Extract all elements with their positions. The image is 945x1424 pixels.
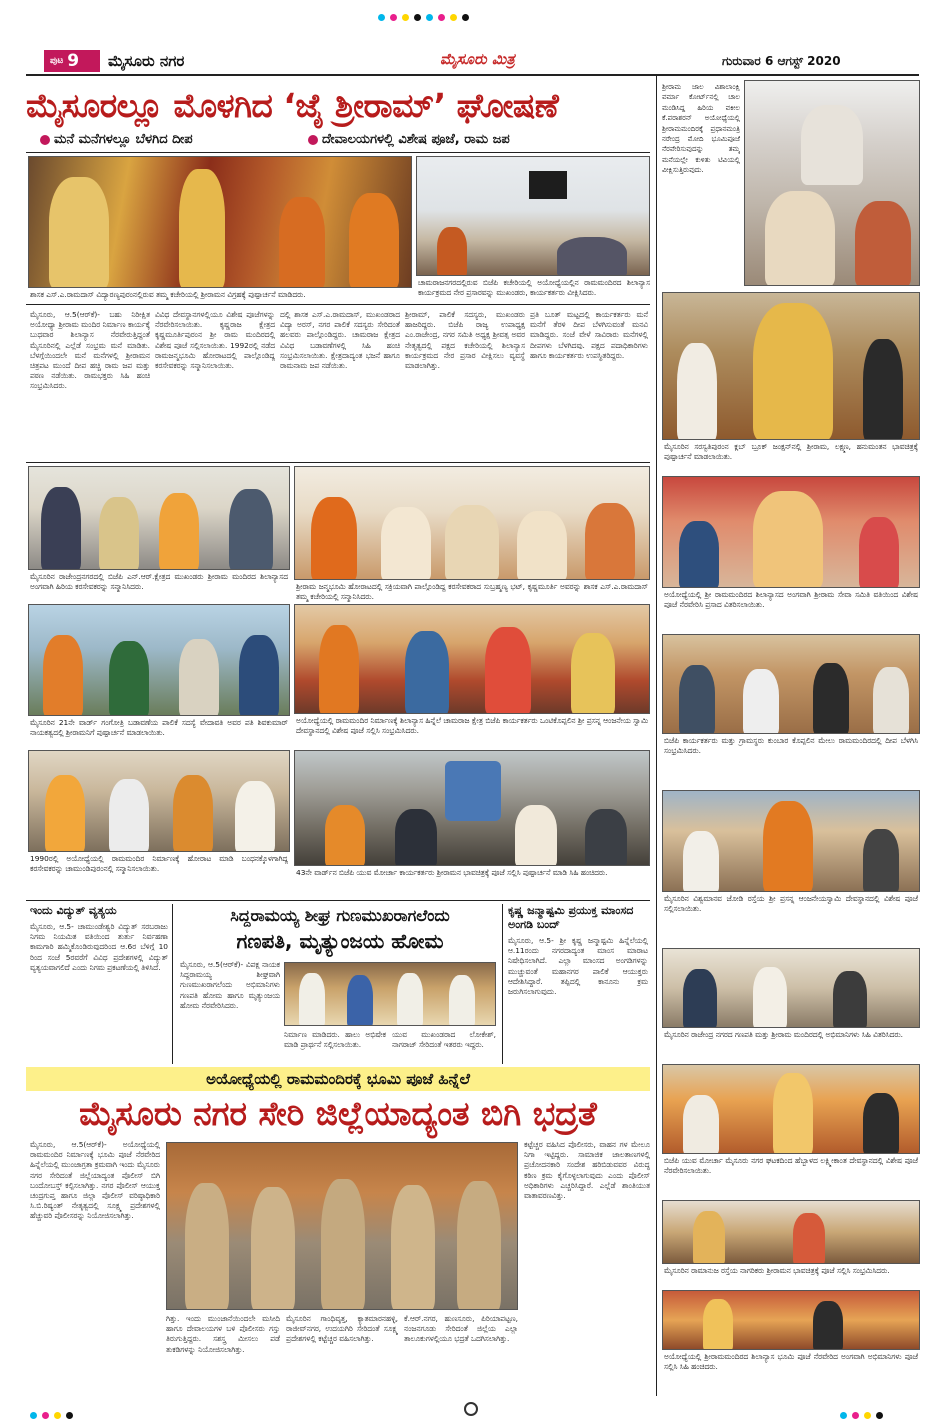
lead-column-2: ವಿವಿಧ ದೇವಸ್ಥಾನಗಳಲ್ಲಿಯೂ ವಿಶೇಷ ಪೂಜೆಗಳನ್ನು ನೆರವೇರಿಸಲಾಯಿತು. ಕೃಷ್ಣರಾಜ ಕ್ಷೇತ್ರದ ಕೃಷ್ಣಮೂರ್ತಿಪುರಂನ ಶ್ರೀ ರಾಮ ಮಂದಿರದಲ್ಲಿ ವಿಶೇಷ ಪೂಜೆ ಸಲ್ಲಿಸಲಾಯಿತು. 1992ರಲ್ಲಿ ನಡೆದ ರಾಮಜನ್ಮಭೂಮಿ ಹೋರಾಟದಲ್ಲಿ ಪಾಲ್ಗೊಂಡಿದ್ದ ಕರಸೇವಕರನ್ನು ಸನ್ಮಾನಿಸಲಾಯಿತು.: [155, 310, 275, 371]
photo-homa: [284, 962, 496, 1026]
lead-column-1: ಮೈಸೂರು, ಆ.5(ಆರ್‌ಕೆ)- ಬಹು ನಿರೀಕ್ಷಿತ ಅಯೋಧ್ಯಾ ಶ್ರೀರಾಮ ಮಂದಿರ ನಿರ್ಮಾಣ ಕಾರ್ಯಕ್ಕೆ ಬುಧವಾರ ಶಿಲಾನ್ಯಾಸ ನೆರವೇರುತ್ತಿದ್ದಂತೆ ಮೈಸೂರಿನಲ್ಲಿ ಎಲ್ಲೆಡೆ ಸಂಭ್ರಮ ಮನೆ ಮಾಡಿತು. ಬೆಳಗ್ಗೆಯಿಂದಲೇ ಮನೆ ಮನೆಗಳಲ್ಲಿ ಶ್ರೀರಾಮನ ಚಿತ್ರಪಟ ಮುಂದೆ ದೀಪ ಹಚ್ಚಿ ರಾಮ ಜಪ ಮತ್ತು ಪಠಣ ನಡೆಯಿತು. ರಾಮಭಕ್ತರು ಸಿಹಿ ಹಂಚಿ ಸಂಭ್ರಮಿಸಿದರು.: [30, 310, 150, 391]
photo-right-2: [662, 292, 920, 440]
lead-column-5: ಪ್ರತಿ ಬೂತ್ ಮಟ್ಟದಲ್ಲಿ ಕಾರ್ಯಕರ್ತರು ಮನೆ ಮನೆಗೆ ತೆರಳಿ ದೀಪ ಬೆಳಗಿಸುವಂತೆ ಮನವಿ ಮಾಡಿದ್ದರು. ಸಂಜೆ ವೇಳೆ ಸಾವಿರಾರು ಮನೆಗಳಲ್ಲಿ ದೀಪಗಳು ಬೆಳಗಿದವು. ಪಕ್ಷದ ಪದಾಧಿಕಾರಿಗಳು ಹಾಗೂ ಕಾರ್ಯಕರ್ತರು ಉಪಸ್ಥಿತರಿದ್ದರು.: [530, 310, 648, 360]
photo-ward43-yuva: [294, 750, 650, 866]
photo-ramdas-caption: ಶ್ರೀರಾಮ ಜನ್ಮಭೂಮಿ ಹೋರಾಟದಲ್ಲಿ ಸಕ್ರಿಯವಾಗಿ ಪಾಲ್ಗೊಂಡಿದ್ದ ಕರಸೇವಕರಾದ ಸುಬ್ರಹ್ಮಣ್ಯ ಭಟ್, ಕೃಷ್ಣಮೂರ್ತಿ ಅವರನ್ನು ಶಾಸಕ ಎಸ್.ಎ.ರಾಮದಾಸ್ ತಮ್ಮ ಕಚೇರಿಯಲ್ಲಿ ಸನ್ಮಾನಿಸಿದರು.: [296, 582, 648, 601]
bullet-icon: [40, 135, 50, 145]
divider: [26, 152, 650, 153]
security-headline: ಮೈಸೂರು ನಗರ ಸೇರಿ ಜಿಲ್ಲೆಯಾದ್ಯಂತ ಬಿಗಿ ಭದ್ರತೆ: [79, 1094, 597, 1133]
lead-column-4: ಶ್ರೀರಾಮ್, ಪಾಲಿಕೆ ಸದಸ್ಯರು, ಮುಖಂಡರು ಹಾಜರಿದ್ದರು. ಬಿಜೆಪಿ ರಾಜ್ಯ ಉಪಾಧ್ಯಕ್ಷ ಎಂ.ರಾಜೇಂದ್ರ, ನಗರ ಸಮಿತಿ ಅಧ್ಯಕ್ಷ ಶ್ರೀವತ್ಸ ಅವರ ನೇತೃತ್ವದಲ್ಲಿ ಪಕ್ಷದ ಕಚೇರಿಯಲ್ಲಿ ಶಿಲಾನ್ಯಾಸ ಕಾರ್ಯಕ್ರಮದ ನೇರ ಪ್ರಸಾರ ವೀಕ್ಷಿಸಲು ವ್ಯವಸ್ಥೆ ಮಾಡಲಾಗಿತ್ತು.: [405, 310, 525, 371]
lead-photo-tv: [416, 156, 650, 276]
photo-right-4: [662, 634, 920, 734]
masthead: ಮೈಸೂರು ಮಿತ್ರ: [440, 50, 515, 68]
lead-subhead-2: ದೇವಾಲಯಗಳಲ್ಲಿ ವಿಶೇಷ ಪೂಜೆ, ರಾಮ ಜಪ: [308, 130, 510, 150]
security-column-5: ಕಟ್ಟೆಚ್ಚರ ವಹಿಸಿದ ಪೊಲೀಸರು, ವಾಹನ ಗಳ ಮೇಲೂ ನಿಗಾ ಇಟ್ಟಿದ್ದರು. ಸಾಮಾಜಿಕ ಜಾಲತಾಣಗಳಲ್ಲಿ ಪ್ರಚೋದನಕಾರಿ ಸಂದೇಶ ಹರಿಬಿಡುವವರ ವಿರುದ್ಧ ಕಠಿಣ ಕ್ರಮ ಕೈಗೊಳ್ಳಲಾಗುವುದು ಎಂದು ಪೊಲೀಸ್ ಅಧಿಕಾರಿಗಳು ಎಚ್ಚರಿಸಿದ್ದಾರೆ. ಎಲ್ಲೆಡೆ ಶಾಂತಿಯುತ ವಾತಾವರಣವಿತ್ತು.: [524, 1140, 650, 1201]
security-column-4: ಕೆ.ಆರ್.ನಗರ, ಹುಣಸೂರು, ಪಿರಿಯಾಪಟ್ಟಣ, ನಂಜನಗೂಡು ಸೇರಿದಂತೆ ಜಿಲ್ಲೆಯ ಎಲ್ಲಾ ತಾಲೂಕುಗಳಲ್ಲಿಯೂ ಭದ್ರತೆ ಒದಗಿಸಲಾಗಿತ್ತು.: [404, 1314, 518, 1344]
photo-right-3: [662, 476, 920, 588]
divider: [26, 462, 650, 463]
header-rule: [26, 74, 919, 76]
column-rule: [172, 904, 173, 1064]
story-homa-title-1: ಸಿದ್ದರಾಮಯ್ಯ ಶೀಘ್ರ ಗುಣಮುಖರಾಗಲೆಂದು: [230, 906, 450, 925]
photo-chamaraja-temple: [294, 604, 650, 714]
column-rule: [502, 904, 503, 1064]
lead-headline: ಮೈಸೂರಲ್ಲೂ ಮೊಳಗಿದ ‘ಜೈ ಶ್ರೀರಾಮ್’ ಘೋಷಣೆ: [26, 86, 559, 125]
photo-right-7: [662, 1064, 920, 1154]
lead-photo-puja: [28, 156, 412, 288]
photo-karasevaks-honoured: [28, 466, 290, 570]
section-name: ಮೈಸೂರು ನಗರ: [108, 52, 185, 70]
lead-column-3: ದಲ್ಲಿ ಶಾಸಕ ಎಸ್.ಎ.ರಾಮದಾಸ್, ಮುಖಂಡರಾದ ವಿದ್ಯಾ ಅರಸ್, ನಗರ ಪಾಲಿಕೆ ಸದಸ್ಯರು ಸೇರಿದಂತೆ ಹಲವರು ಪಾಲ್ಗೊಂಡಿದ್ದರು. ಚಾಮರಾಜ ಕ್ಷೇತ್ರದ ವಿವಿಧ ಬಡಾವಣೆಗಳಲ್ಲಿ ಸಿಹಿ ಹಂಚಿ ಸಂಭ್ರಮಿಸಲಾಯಿತು. ಕ್ಷೇತ್ರದಾದ್ಯಂತ ಭಜನೆ ಹಾಗೂ ರಾಮನಾಮ ಜಪ ನಡೆಯಿತು.: [280, 310, 400, 371]
photo-right-9: [662, 1290, 920, 1350]
story-homa-body-a: ಮೈಸೂರು, ಆ.5(ಆರ್‌ಕೆ)- ವಿಪಕ್ಷ ನಾಯಕ ಸಿದ್ದರಾಮಯ್ಯ ಶೀಘ್ರವಾಗಿ ಗುಣಮುಖರಾಗಲೆಂದು ಅಭಿಮಾನಿಗಳು ಗಣಪತಿ ಹೋಮ ಹಾಗೂ ಮೃತ್ಯುಂಜಯ ಹೋಮ ನೆರವೇರಿಸಿದರು.: [180, 960, 280, 1010]
registration-mark: [464, 1402, 478, 1416]
story-meat-body: ಮೈಸೂರು, ಆ.5- ಶ್ರೀ ಕೃಷ್ಣ ಜನ್ಮಾಷ್ಟಮಿ ಹಿನ್ನೆಲೆಯಲ್ಲಿ ಆ.11ರಂದು ನಗರದಾದ್ಯಂತ ಮಾಂಸ ಮಾರಾಟ ನಿಷೇಧಿಸಲಾಗಿದೆ. ಎಲ್ಲಾ ಮಾಂಸದ ಅಂಗಡಿಗಳನ್ನು ಮುಚ್ಚುವಂತೆ ಮಹಾನಗರ ಪಾಲಿಕೆ ಆಯುಕ್ತರು ಆದೇಶಿಸಿದ್ದಾರೆ. ತಪ್ಪಿದಲ್ಲಿ ಕಾನೂನು ಕ್ರಮ ಜರುಗಿಸಲಾಗುವುದು.: [508, 936, 648, 997]
photo-chamaraja-caption: ಅಯೋಧ್ಯೆಯಲ್ಲಿ ರಾಮಮಂದಿರ ನಿರ್ಮಾಣಕ್ಕೆ ಶಿಲಾನ್ಯಾಸ ಹಿನ್ನೆಲೆ ಚಾಮರಾಜ ಕ್ಷೇತ್ರ ಬಿಜೆಪಿ ಕಾರ್ಯಕರ್ತರು ಒಂಟಿಕೊಪ್ಪಲಿನ ಶ್ರೀ ಪ್ರಸನ್ನ ಆಂಜನೇಯ ಸ್ವಾಮಿ ದೇವಸ್ಥಾನದಲ್ಲಿ ವಿಶೇಷ ಪೂಜೆ ಸಲ್ಲಿಸಿ ಸಂಭ್ರಮಿಸಿದರು.: [296, 716, 648, 735]
right-caption-9: ಅಯೋಧ್ಯೆಯಲ್ಲಿ ಶ್ರೀರಾಮಮಂದಿರದ ಶಿಲಾನ್ಯಾಸ ಭೂಮಿ ಪೂಜೆ ನೆರವೇರಿದ ಅಂಗವಾಗಿ ಅಭಿಮಾನಿಗಳು ಪೂಜೆ ಸಲ್ಲಿಸಿ ಸಿಹಿ ಹಂಚಿದರು.: [664, 1352, 918, 1371]
photo-gangotri-ward: [28, 604, 290, 716]
right-caption-6: ಮೈಸೂರಿನ ರಾಜೇಂದ್ರ ನಗರದ ಗಣಪತಿ ಮತ್ತು ಶ್ರೀರಾಮ ಮಂದಿರದಲ್ಲಿ ಅಭಿಮಾನಿಗಳು ಸಿಹಿ ವಿತರಿಸಿದರು.: [664, 1030, 904, 1039]
photo-right-6: [662, 948, 920, 1028]
story-meat-title: ಕೃಷ್ಣ ಜನ್ಮಾಷ್ಟಮಿ ಪ್ರಯುಕ್ತ ಮಾಂಸದ ಅಂಗಡಿ ಬಂದ್: [508, 904, 634, 931]
story-homa-body-c: ಯುವ ಮುಖಂಡರಾದ ಲೋಕೇಶ್, ನಾಗರಾಜ್ ಸೇರಿದಂತೆ ಇತರರು ಇದ್ದರು.: [392, 1030, 496, 1050]
photo-ward43-caption: 43ನೇ ವಾರ್ಡ್‌ನ ಬಿಜೆಪಿ ಯುವ ಮೋರ್ಚಾ ಕಾರ್ಯಕರ್ತರು ಶ್ರೀರಾಮನ ಭಾವಚಿತ್ರಕ್ಕೆ ಪೂಜೆ ಸಲ್ಲಿಸಿ ಪುಷ್ಪಾರ್ಚನೆ ಮಾಡಿ ಸಿಹಿ ಹಂಚಿದರು.: [296, 868, 608, 877]
photo-right-8: [662, 1200, 920, 1264]
right-caption-8: ಮೈಸೂರಿನ ರಾಮಾನುಜ ರಸ್ತೆಯ ನಾಗರಿಕರು ಶ್ರೀರಾಮನ ಭಾವಚಿತ್ರಕ್ಕೆ ಪೂಜೆ ಸಲ್ಲಿಸಿ ಸಂಭ್ರಮಿಸಿದರು.: [664, 1266, 890, 1275]
security-banner: ಅಯೋಧ್ಯೆಯಲ್ಲಿ ರಾಮಮಂದಿರಕ್ಕೆ ಭೂಮಿ ಪೂಜೆ ಹಿನ್ನೆಲೆ: [26, 1067, 650, 1091]
issue-date: ಗುರುವಾರ 6 ಆಗಸ್ಟ್ 2020: [722, 54, 841, 68]
divider: [26, 900, 650, 901]
photo-1990-caption: 1990ರಲ್ಲಿ ಅಯೋಧ್ಯೆಯಲ್ಲಿ ರಾಮಮಂದಿರ ನಿರ್ಮಾಣಕ್ಕೆ ಹೋರಾಟ ಮಾಡಿ ಬಂಧನಕ್ಕೊಳಗಾಗಿದ್ದ ಕರಸೇವಕರನ್ನು ಚಾಮುಂಡಿಪುರಂನಲ್ಲಿ ಸನ್ಮಾನಿಸಲಾಯಿತು.: [30, 854, 288, 873]
photo-parasaran: [744, 80, 920, 286]
photo-gangotri-caption: ಮೈಸೂರಿನ 21ನೇ ವಾರ್ಡ್ ಗಂಗೋತ್ರಿ ಬಡಾವಣೆಯ ಪಾಲಿಕೆ ಸದಸ್ಯೆ ವೇದಾವತಿ ಅವರ ಪತಿ ಶಿವಕುಮಾರ್ ನಾಯಕತ್ವದಲ್ಲಿ ಶ್ರೀರಾಮನಿಗೆ ಪುಷ್ಪಾರ್ಚನೆ ಮಾಡಲಾಯಿತು.: [30, 718, 288, 737]
security-column-2: ಗಿತ್ತು. ಇಂದು ಮುಂಜಾನೆಯಿಂದಲೇ ಮಸೀದಿ ಹಾಗೂ ದೇವಾಲಯಗಳ ಬಳಿ ಪೊಲೀಸರು ಗಸ್ತು ತಿರುಗುತ್ತಿದ್ದರು. ಸಶಸ್ತ್ರ ಮೀಸಲು ಪಡೆ ತುಕಡಿಗಳನ್ನು ನಿಯೋಜಿಸಲಾಗಿತ್ತು.: [166, 1314, 280, 1354]
security-column-1: ಮೈಸೂರು, ಆ.5(ಆರ್‌ಕೆ)- ಅಯೋಧ್ಯೆಯಲ್ಲಿ ರಾಮಮಂದಿರ ನಿರ್ಮಾಣಕ್ಕೆ ಭೂಮಿ ಪೂಜೆ ನೆರವೇರಿದ ಹಿನ್ನೆಲೆಯಲ್ಲಿ ಮುಂಜಾಗ್ರತಾ ಕ್ರಮವಾಗಿ ಇಂದು ಮೈಸೂರು ನಗರ ಸೇರಿದಂತೆ ಜಿಲ್ಲೆಯಾದ್ಯಂತ ಪೊಲೀಸ್ ಬಿಗಿ ಬಂದೋಬಸ್ತ್ ಕಲ್ಪಿಸಲಾಗಿತ್ತು. ನಗರ ಪೊಲೀಸ್ ಆಯುಕ್ತ ಚಂದ್ರಗುಪ್ತ ಹಾಗೂ ಜಿಲ್ಲಾ ಪೊಲೀಸ್ ವರಿಷ್ಠಾಧಿಕಾರಿ ಸಿ.ಬಿ.ರಿಷ್ಯಂತ್ ನೇತೃತ್ವದಲ್ಲಿ ಸೂಕ್ಷ್ಮ ಪ್ರದೇಶಗಳಲ್ಲಿ ಹೆಚ್ಚುವರಿ ಪೊಲೀಸರನ್ನು ನಿಯೋಜಿಸಲಾಗಿತ್ತು.: [30, 1140, 160, 1221]
page-number: 9: [67, 51, 80, 71]
print-color-bar-bottom-right: [840, 1404, 940, 1414]
photo-karasevaks-caption: ಮೈಸೂರಿನ ರಾಜೇಂದ್ರನಗರದಲ್ಲಿ ಬಿಜೆಪಿ ಎನ್.ಆರ್.ಕ್ಷೇತ್ರದ ಮುಖಂಡರು ಶ್ರೀರಾಮ ಮಂದಿರದ ಶಿಲಾನ್ಯಾಸದ ಅಂಗವಾಗಿ ಹಿರಿಯ ಕರಸೇವಕರನ್ನು ಸನ್ಮಾನಿಸಿದರು.: [30, 572, 288, 591]
divider: [26, 304, 650, 305]
bullet-icon: [308, 135, 318, 145]
photo-ramdas-honours: [294, 466, 650, 580]
right-caption-3: ಅಯೋಧ್ಯೆಯಲ್ಲಿ ಶ್ರೀ ರಾಮಮಂದಿರದ ಶಿಲಾನ್ಯಾಸದ ಅಂಗವಾಗಿ ಶ್ರೀರಾಮ ಸೇವಾ ಸಮಿತಿ ವತಿಯಿಂದ ವಿಶೇಷ ಪೂಜೆ ನೆರವೇರಿಸಿ ಪ್ರಸಾದ ವಿತರಿಸಲಾಯಿತು.: [664, 590, 918, 609]
right-caption-4: ಬಿಜೆಪಿ ಕಾರ್ಯಕರ್ತರು ಮತ್ತು ಗ್ರಾಮಸ್ಥರು ಕುಂಬಾರ ಕೊಪ್ಪಲಿನ ಮೇಲು ರಾಮಮಂದಿರದಲ್ಲಿ ದೀಪ ಬೆಳಗಿಸಿ ಸಂಭ್ರಮಿಸಿದರು.: [664, 736, 918, 755]
right-caption-7: ಬಿಜೆಪಿ ಯುವ ಮೋರ್ಚಾ ಮೈಸೂರು ನಗರ ಘಟಕದಿಂದ ಹೆಬ್ಬಾಳದ ಲಕ್ಷ್ಮೀಕಾಂತ ದೇವಸ್ಥಾನದಲ್ಲಿ ವಿಶೇಷ ಪೂಜೆ ನೆರವೇರಿಸಲಾಯಿತು.: [664, 1156, 918, 1175]
lead-subhead-1: ಮನೆ ಮನೆಗಳಲ್ಲೂ ಬೆಳಗಿದ ದೀಪ: [40, 130, 193, 150]
print-color-bar-top: [378, 6, 578, 16]
story-power-body: ಮೈಸೂರು, ಆ.5- ಚಾಮುಂಡೇಶ್ವರಿ ವಿದ್ಯುತ್ ಸರಬರಾಜು ನಿಗಮ ನಿಯಮಿತ ವತಿಯಿಂದ ತುರ್ತು ನಿರ್ವಹಣಾ ಕಾಮಗಾರಿ ಹಮ್ಮಿಕೊಂಡಿರುವುದರಿಂದ ಆ.6ರ ಬೆಳಿಗ್ಗೆ 10 ರಿಂದ ಸಂಜೆ 5ರವರೆಗೆ ವಿವಿಧ ಪ್ರದೇಶಗಳಲ್ಲಿ ವಿದ್ಯುತ್ ವ್ಯತ್ಯಯವಾಗಲಿದೆ ಎಂದು ನಿಗಮ ಪ್ರಕಟಣೆಯಲ್ಲಿ ತಿಳಿಸಿದೆ.: [30, 922, 168, 972]
print-color-bar-bottom-left: [30, 1404, 150, 1414]
page-label: ಪುಟ: [50, 56, 64, 66]
lead-photo-puja-caption: ಶಾಸಕ ಎಸ್.ಎ.ರಾಮದಾಸ್ ವಿದ್ಯಾರಣ್ಯಪುರಂನಲ್ಲಿರುವ ತಮ್ಮ ಕಚೇರಿಯಲ್ಲಿ ಶ್ರೀರಾಮನ ವಿಗ್ರಹಕ್ಕೆ ಪುಷ್ಪಾರ್ಚನೆ ಮಾಡಿದರು.: [30, 290, 306, 299]
right-caption-2: ಮೈಸೂರಿನ ಸರಸ್ವತಿಪುರಂನ ಕ್ಲಬ್ ಬ್ರೂಕ್ ಜಂಕ್ಷನ್‌ನಲ್ಲಿ ಶ್ರೀರಾಮ, ಲಕ್ಷ್ಮಣ, ಹನುಮಂತನ ಭಾವಚಿತ್ರಕ್ಕೆ ಪುಷ್ಪಾರ್ಚನೆ ಮಾಡಲಾಯಿತು.: [664, 442, 918, 461]
photo-police-bandobast: [166, 1142, 518, 1310]
story-power-title: ಇಂದು ವಿದ್ಯುತ್ ವ್ಯತ್ಯಯ: [30, 904, 117, 917]
right-caption-1: ಶ್ರೀರಾಮ ಜಾಲ ವಿಶಾಲಾಂಕ್ಷಿ ವರ್ಮಾ ಕೋರ್ಟ್‌ನಲ್ಲಿ ಚಾಲ ಮಂಡಿಸಿದ್ದ ಹಿರಿಯ ವಕೀಲ ಕೆ.ಪರಾಶರನ್ ಅಯೋಧ್ಯೆಯಲ್ಲಿ ಶ್ರೀರಾಮಮಂದಿರಕ್ಕೆ ಪ್ರಧಾನಮಂತ್ರಿ ನರೇಂದ್ರ ಮೋದಿ ಭೂಮಿಪೂಜೆ ನೆರವೇರಿಸುವುದನ್ನು ತಮ್ಮ ಮನೆಯಲ್ಲೇ ಕುಳಿತು ಟಿವಿಯಲ್ಲಿ ವೀಕ್ಷಿಸುತ್ತಿರುವುದು.: [662, 83, 740, 175]
security-column-3: ಮೈಸೂರಿನ ಗಾಂಧಿವೃತ್ತ, ಕ್ಯಾತಮಾರನಹಳ್ಳಿ, ರಾಜೀವ್‌ನಗರ, ಉದಯಗಿರಿ ಸೇರಿದಂತೆ ಸೂಕ್ಷ್ಮ ಪ್ರದೇಶಗಳಲ್ಲಿ ಕಟ್ಟೆಚ್ಚರ ವಹಿಸಲಾಗಿತ್ತು.: [286, 1314, 398, 1344]
right-caption-5: ಮೈಸೂರಿನ ವಿಶ್ವಮಾನವ ಜೋಡಿ ರಸ್ತೆಯ ಶ್ರೀ ಪ್ರಸನ್ನ ಆಂಜನೇಯಸ್ವಾಮಿ ದೇವಸ್ಥಾನದಲ್ಲಿ ವಿಶೇಷ ಪೂಜೆ ಸಲ್ಲಿಸಲಾಯಿತು.: [664, 894, 918, 913]
photo-1990-karasevaks: [28, 750, 290, 852]
column-rule: [656, 76, 657, 1396]
lead-photo-tv-caption: ಚಾಮರಾಜನಗರದಲ್ಲಿರುವ ಬಿಜೆಪಿ ಕಚೇರಿಯಲ್ಲಿ ಅಯೋಧ್ಯೆಯಲ್ಲಿನ ರಾಮಮಂದಿರದ ಶಿಲಾನ್ಯಾಸ ಕಾರ್ಯಕ್ರಮದ ನೇರ ಪ್ರಸಾರವನ್ನು ಮುಖಂಡರು, ಕಾರ್ಯಕರ್ತರು ವೀಕ್ಷಿಸಿದರು.: [418, 278, 650, 297]
story-homa-body-b: ನಿರ್ಮಾಣ ಮಾಡಿದರು. ಹಾಲು ಅಭಿಷೇಕ ಮಾಡಿ ಪ್ರಾರ್ಥನೆ ಸಲ್ಲಿಸಲಾಯಿತು.: [284, 1030, 386, 1050]
photo-right-5: [662, 790, 920, 892]
story-homa-title-2: ಗಣಪತಿ, ಮೃತ್ಯುಂಜಯ ಹೋಮ: [236, 929, 444, 953]
page-number-badge: [44, 50, 100, 72]
